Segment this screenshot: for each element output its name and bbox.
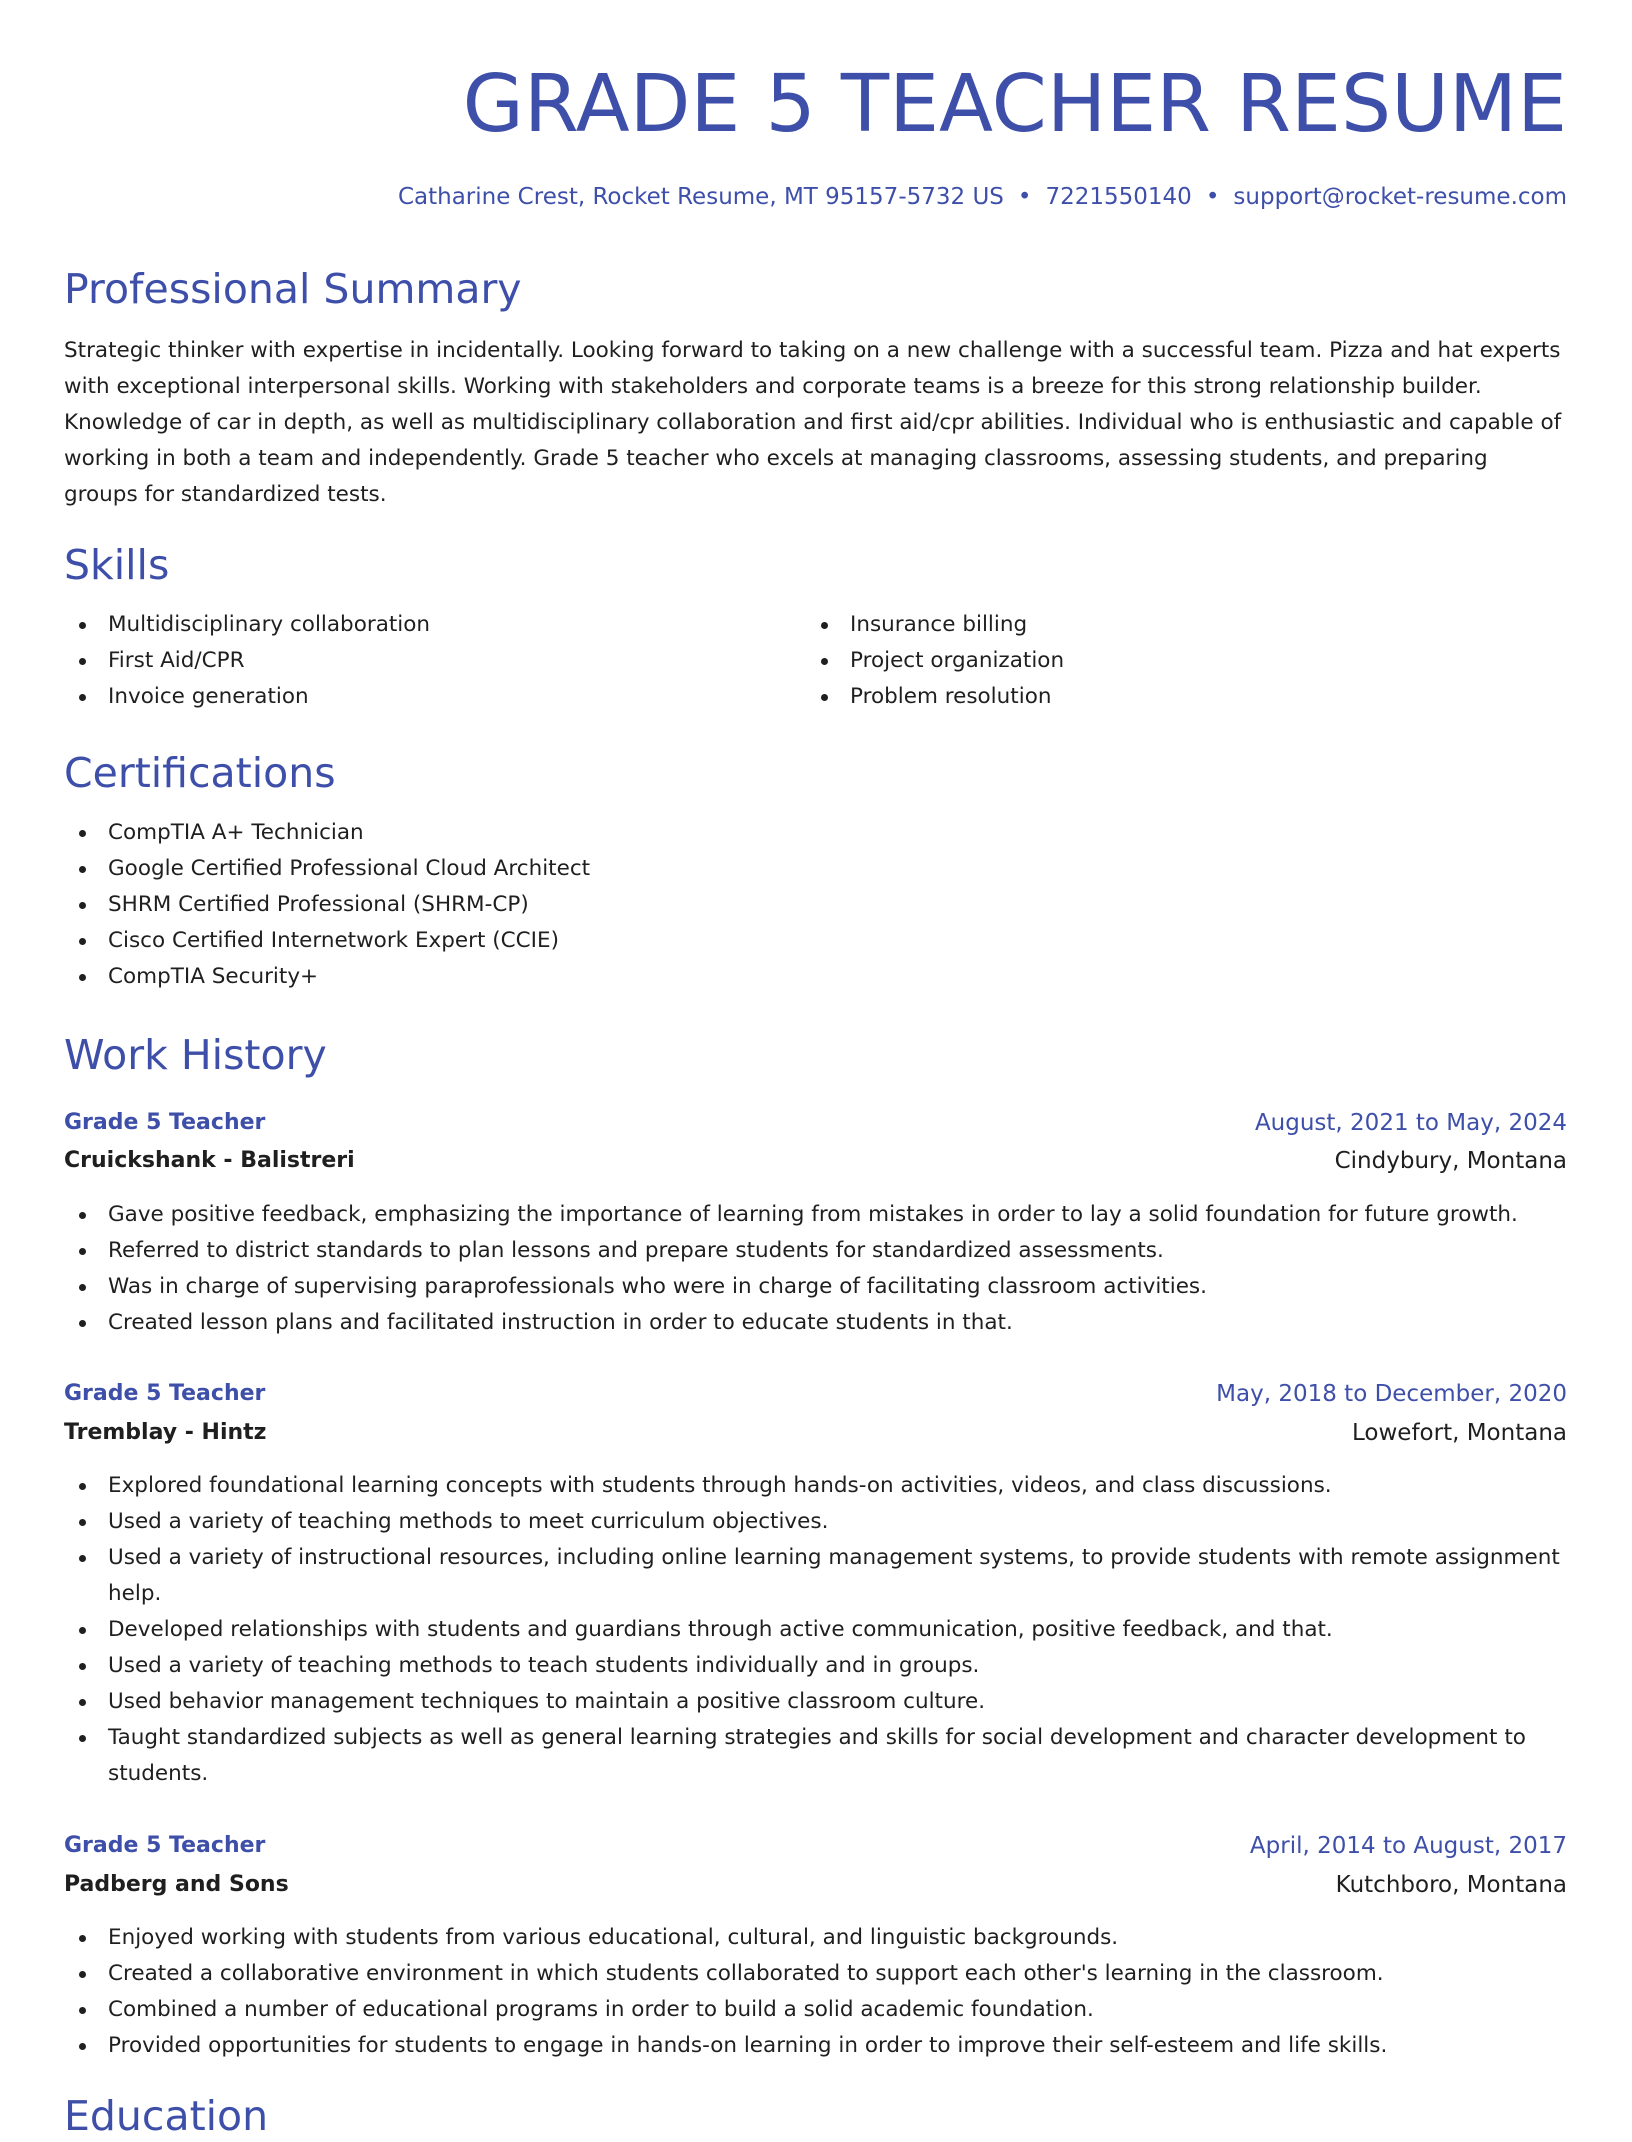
list-item: [64, 815, 1567, 851]
bullet-icon: [79, 1663, 86, 1670]
certifications-list: [64, 815, 1567, 995]
list-item: [64, 643, 764, 679]
job-company: Tremblay - Hintz: [64, 1420, 267, 1445]
bullet-icon: [79, 2007, 86, 2014]
bullet-icon: [821, 694, 828, 701]
list-item: [64, 1504, 1567, 1540]
section-heading-certifications: Certifications: [64, 749, 336, 797]
contact-phone[interactable]: 7221550140: [1045, 184, 1192, 210]
job-bullets: [64, 1468, 1567, 1792]
job-bullet-text: Used a variety of instructional resources, including online learning management systems, to provide students with remote assignment help.: [108, 1545, 1560, 1606]
list-item: [64, 1956, 1567, 1992]
list-item: [64, 1612, 1567, 1648]
skill-text: First Aid/CPR: [108, 648, 245, 673]
bullet-icon: [79, 1971, 86, 1978]
job-header-row: [64, 1827, 1567, 1865]
bullet-icon: [79, 658, 86, 665]
resume-title: GRADE 5 TEACHER RESUME: [462, 58, 1567, 150]
list-item: [64, 1468, 1567, 1504]
job-title: Grade 5 Teacher: [64, 1381, 266, 1406]
job-company-row: [64, 1414, 1567, 1452]
job-bullet-text: Created a collaborative environment in which students collaborated to support each other's learning in the classroom.: [108, 1961, 1384, 1986]
job-bullet-text: Provided opportunities for students to engage in hands-on learning in order to improve their self-esteem and life skills.: [108, 2033, 1388, 2058]
bullet-icon: [79, 1935, 86, 1942]
list-item: [64, 851, 1567, 887]
bullet-icon: [79, 1519, 86, 1526]
job-company-row: [64, 1142, 1567, 1180]
list-item: [64, 1269, 1567, 1305]
section-heading-education: Education: [64, 2092, 269, 2140]
bullet-icon: [79, 2043, 86, 2050]
job-header-row: [64, 1375, 1567, 1413]
job-bullet-text: Used behavior management techniques to maintain a positive classroom culture.: [108, 1689, 986, 1714]
bullet-icon: [79, 694, 86, 701]
bullet-icon: [79, 1627, 86, 1634]
skills-list-right: [806, 607, 1506, 715]
contact-separator: •: [1017, 184, 1032, 210]
job-dates: April, 2014 to August, 2017: [1249, 1833, 1567, 1859]
bullet-icon: [79, 1555, 86, 1562]
list-item: [64, 887, 1567, 923]
bullet-icon: [821, 658, 828, 665]
bullet-icon: [79, 1248, 86, 1255]
list-item: [64, 1684, 1567, 1720]
list-item: [64, 923, 1567, 959]
bullet-icon: [79, 1735, 86, 1742]
summary-text: Strategic thinker with expertise in incidentally. Looking forward to taking on a new challenge with a successful team. Pizza and hat experts with exceptional interpersonal skills. Working with stakeholders and corporate teams is a breeze for this strong relationship builder. Knowledge of car in depth, as well as multidisciplinary collaboration and first aid/cpr abilities. Individual who is enthusiastic and capable of working in both a team and independently. Grade 5 teacher who excels at managing classrooms, assessing students, and preparing groups for standardized tests.: [64, 338, 1562, 507]
list-item: [806, 607, 1506, 643]
skill-text: Problem resolution: [850, 684, 1052, 709]
list-item: [64, 1540, 1567, 1612]
list-item: [64, 1920, 1567, 1956]
skill-text: Insurance billing: [850, 612, 1028, 637]
job-bullets: [64, 1197, 1567, 1341]
job-dates: August, 2021 to May, 2024: [1254, 1110, 1567, 1136]
bullet-icon: [79, 830, 86, 837]
bullet-icon: [821, 622, 828, 629]
list-item: [64, 1233, 1567, 1269]
list-item: [64, 607, 764, 643]
certification-text: CompTIA A+ Technician: [108, 820, 364, 845]
contact-email[interactable]: support@rocket-resume.com: [1233, 184, 1567, 210]
job-title: Grade 5 Teacher: [64, 1833, 266, 1858]
skill-text: Multidisciplinary collaboration: [108, 612, 431, 637]
job-bullet-text: Explored foundational learning concepts with students through hands-on activities, videos, and class discussions.: [108, 1473, 1332, 1498]
list-item: [64, 2028, 1567, 2064]
job-bullet-text: Used a variety of teaching methods to meet curriculum objectives.: [108, 1509, 829, 1534]
skill-text: Invoice generation: [108, 684, 309, 709]
job-location: Cindybury, Montana: [1334, 1148, 1567, 1174]
bullet-icon: [79, 1483, 86, 1490]
job-bullet-text: Combined a number of educational programs in order to build a solid academic foundation.: [108, 1997, 1094, 2022]
list-item: [64, 1305, 1567, 1341]
skill-text: Project organization: [850, 648, 1065, 673]
job-bullet-text: Created lesson plans and facilitated instruction in order to educate students in that.: [108, 1310, 1013, 1335]
list-item: [806, 643, 1506, 679]
job-location: Kutchboro, Montana: [1335, 1872, 1567, 1898]
job-company-row: [64, 1866, 1567, 1904]
job-company: Padberg and Sons: [64, 1872, 289, 1897]
list-item: [64, 1197, 1567, 1233]
job-header-row: [64, 1104, 1567, 1142]
certification-text: Google Certified Professional Cloud Architect: [108, 856, 591, 881]
bullet-icon: [79, 1284, 86, 1291]
section-heading-skills: Skills: [64, 541, 170, 589]
section-heading-summary: Professional Summary: [64, 265, 522, 313]
bullet-icon: [79, 622, 86, 629]
job-company: Cruickshank - Balistreri: [64, 1148, 355, 1173]
job-dates: May, 2018 to December, 2020: [1216, 1381, 1567, 1407]
job-location: Lowefort, Montana: [1352, 1420, 1567, 1446]
section-heading-work-history: Work History: [64, 1031, 327, 1079]
bullet-icon: [79, 974, 86, 981]
bullet-icon: [79, 1212, 86, 1219]
bullet-icon: [79, 1320, 86, 1327]
job-title: Grade 5 Teacher: [64, 1110, 266, 1135]
job-bullet-text: Referred to district standards to plan lessons and prepare students for standardized assessments.: [108, 1238, 1164, 1263]
job-bullet-text: Enjoyed working with students from various educational, cultural, and linguistic backgrounds.: [108, 1925, 1119, 1950]
certification-text: CompTIA Security+: [108, 964, 319, 989]
list-item: [806, 679, 1506, 715]
list-item: [64, 1648, 1567, 1684]
contact-line: [398, 180, 1567, 214]
skills-list-left: [64, 607, 764, 715]
job-bullet-text: Used a variety of teaching methods to teach students individually and in groups.: [108, 1653, 980, 1678]
bullet-icon: [79, 866, 86, 873]
contact-address: Catharine Crest, Rocket Resume, MT 95157-5732 US: [397, 184, 1004, 210]
list-item: [64, 959, 1567, 995]
list-item: [64, 1992, 1567, 2028]
contact-separator: •: [1205, 184, 1220, 210]
bullet-icon: [79, 938, 86, 945]
list-item: [64, 679, 764, 715]
bullet-icon: [79, 902, 86, 909]
certification-text: SHRM Certified Professional (SHRM-CP): [108, 892, 529, 917]
certification-text: Cisco Certified Internetwork Expert (CCIE): [108, 928, 559, 953]
job-bullets: [64, 1920, 1567, 2064]
job-bullet-text: Developed relationships with students and guardians through active communication, positive feedback, and that.: [108, 1617, 1333, 1642]
job-bullet-text: Was in charge of supervising paraprofessionals who were in charge of facilitating classroom activities.: [108, 1274, 1207, 1299]
job-bullet-text: Gave positive feedback, emphasizing the importance of learning from mistakes in order to lay a solid foundation for future growth.: [108, 1202, 1518, 1227]
bullet-icon: [79, 1699, 86, 1706]
job-bullet-text: Taught standardized subjects as well as general learning strategies and skills for social development and character development to students.: [108, 1725, 1526, 1786]
list-item: [64, 1720, 1567, 1792]
